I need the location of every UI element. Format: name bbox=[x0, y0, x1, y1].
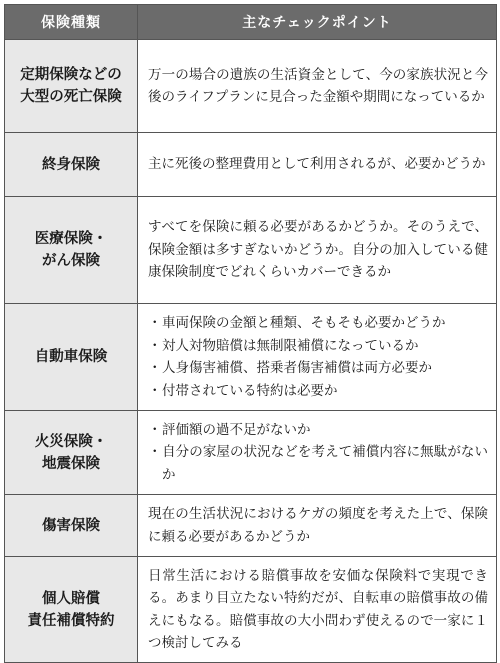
category-cell bbox=[5, 197, 138, 304]
insurance-checkpoint-table bbox=[4, 4, 497, 663]
category-line: 責任補償特約 bbox=[27, 612, 115, 629]
category-line: 定期保険などの bbox=[20, 67, 122, 83]
category-line: 個人賠償 bbox=[42, 590, 100, 607]
table-header-row bbox=[5, 5, 497, 40]
checkpoint-cell bbox=[138, 304, 497, 411]
category-line: 傷害保険 bbox=[42, 517, 100, 534]
category-cell bbox=[5, 495, 138, 557]
checkpoint-bullet: ・ 付帯されている特約は必要か bbox=[148, 380, 488, 403]
checkpoint-cell bbox=[138, 411, 497, 495]
category-cell bbox=[5, 304, 138, 411]
checkpoint-cell: 万一の場合の遺族の生活資金として、今の家族状況と今後のライフプランに見合った金額や期間になっているか bbox=[138, 40, 497, 133]
checkpoint-bullet: ・ 自分の家屋の状況などを考えて補償内容に無駄がないか bbox=[148, 441, 488, 486]
table-row bbox=[5, 411, 497, 495]
table-row bbox=[5, 40, 497, 133]
checkpoint-cell: 主に死後の整理費用として利用されるが、必要かどうか bbox=[138, 133, 497, 197]
category-line: 医療保険・ bbox=[34, 231, 108, 247]
category-cell bbox=[5, 557, 138, 663]
checkpoint-bullet: ・ 評価額の過不足がないか bbox=[148, 419, 488, 442]
category-cell bbox=[5, 411, 138, 495]
category-cell bbox=[5, 40, 138, 133]
table-row bbox=[5, 304, 497, 411]
category-line: がん保険 bbox=[42, 253, 100, 269]
table-row bbox=[5, 495, 497, 557]
table-row bbox=[5, 133, 497, 197]
checkpoint-cell: 現在の生活状況におけるケガの頻度を考えた上で、保険に頼る必要があるかどうか bbox=[138, 495, 497, 557]
checkpoint-bullet: ・ 人身傷害補償、搭乗者傷害補償は両方必要か bbox=[148, 357, 488, 380]
category-line: 自動車保険 bbox=[34, 349, 108, 365]
checkpoint-cell: 日常生活における賠償事故を安価な保険料で実現できる。あまり目立たない特約だが、自転車の賠償事故の備えにもなる。賠償事故の大小問わず使えるので一家に１つ検討してみる bbox=[138, 557, 497, 663]
category-line: 火災保険・ bbox=[34, 433, 108, 450]
table-row bbox=[5, 197, 497, 304]
table-row bbox=[5, 557, 497, 663]
insurance-checkpoint-table-wrapper bbox=[4, 4, 496, 651]
category-cell bbox=[5, 133, 138, 197]
checkpoint-bullet: ・ 対人対物賠償は無制限補償になっているか bbox=[148, 335, 488, 358]
category-line: 地震保険 bbox=[42, 455, 100, 472]
header-insurance-type: 保険種類 bbox=[5, 5, 138, 40]
category-line: 大型の死亡保険 bbox=[20, 89, 122, 105]
category-line: 終身保険 bbox=[42, 156, 100, 173]
checkpoint-bullet: ・ 車両保険の金額と種類、そもそも必要かどうか bbox=[148, 312, 488, 335]
checkpoint-cell: すべてを保険に頼る必要があるかどうか。そのうえで、保険金額は多すぎないかどうか。自分の加入している健康保険制度でどれくらいカバーできるか bbox=[138, 197, 497, 304]
header-checkpoints: 主なチェックポイント bbox=[138, 5, 497, 40]
